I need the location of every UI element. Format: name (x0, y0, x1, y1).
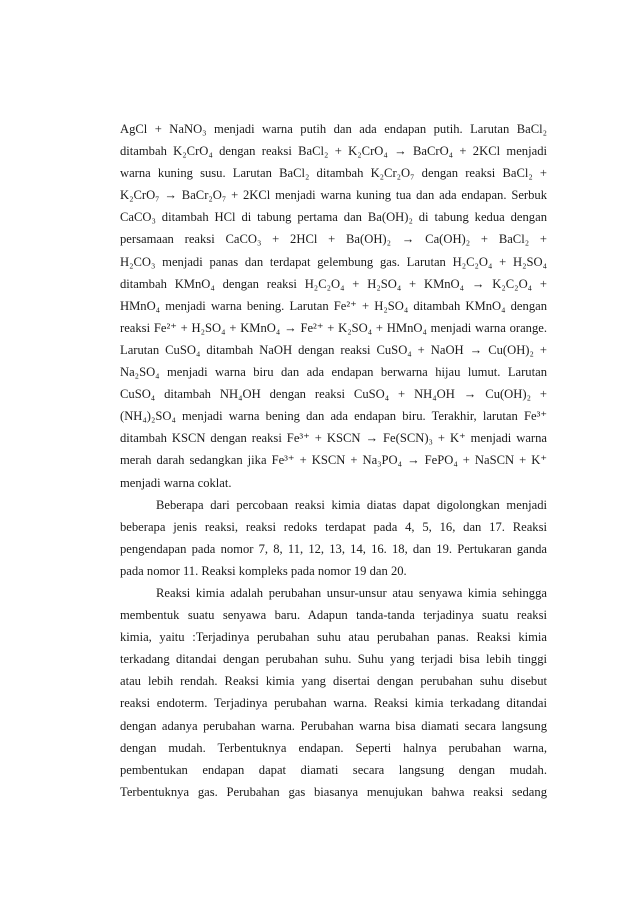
text-line: ditambah K₂CrO₄ dengan reaksi BaCl₂ + K₂CrO₄ → BaCrO₄ + 2KCl menjadi (120, 144, 547, 159)
text-line: Reaksi kimia adalah perubahan unsur-unsur atau senyawa kimia sehingga (156, 585, 547, 600)
text-line: terkadang ditandai dengan perubahan suhu. Suhu yang terjadi bisa lebih tinggi (120, 652, 547, 667)
text-line: membentuk suatu senyawa baru. Adapun tanda-tanda terjadinya suatu reaksi (120, 608, 547, 623)
text-line: CuSO₄ ditambah NH₄OH dengan reaksi CuSO₄ + NH₄OH → Cu(OH)₂ + (120, 387, 547, 402)
text-line: atau lebih rendah. Reaksi kimia yang disertai dengan perubahan suhu disebut (120, 674, 547, 689)
text-line: dengan adanya perubahan warna. Perubahan warna bisa diamati secara langsung (120, 718, 547, 733)
text-line: pada nomor 11. Reaksi kompleks pada nomor 19 dan 20. (120, 563, 407, 578)
text-line: beberapa jenis reaksi, reaksi redoks terdapat pada 4, 5, 16, dan 17. Reaksi (120, 519, 547, 534)
text-line: warna kuning susu. Larutan BaCl₂ ditambah K₂Cr₂O₇ dengan reaksi BaCl₂ + (120, 166, 547, 181)
text-line: K₂CrO₇ → BaCr₂O₇ + 2KCl menjadi warna kuning tua dan ada endapan. Serbuk (120, 188, 547, 203)
text-line: (NH₄)₂SO₄ menjadi warna bening dan ada endapan biru. Terakhir, larutan Fe³⁺ (120, 409, 547, 424)
text-line: CaCO₃ ditambah HCl di tabung pertama dan Ba(OH)₂ di tabung kedua dengan (120, 210, 547, 225)
paragraph-2 (120, 494, 547, 582)
text-line: H₂CO₃ menjadi panas dan terdapat gelembung gas. Larutan H₂C₂O₄ + H₂SO₄ (120, 254, 547, 269)
text-line: Beberapa dari percobaan reaksi kimia diatas dapat digolongkan menjadi (156, 497, 547, 512)
text-line: reaksi endoterm. Terjadinya perubahan warna. Reaksi kimia terkadang ditandai (120, 696, 547, 711)
text-line: persamaan reaksi CaCO₃ + 2HCl + Ba(OH)₂ → Ca(OH)₂ + BaCl₂ + (120, 232, 547, 247)
text-line: dengan mudah. Terbentuknya endapan. Seperti halnya perubahan warna, (120, 740, 547, 755)
text-line: ditambah KMnO₄ dengan reaksi H₂C₂O₄ + H₂SO₄ + KMnO₄ → K₂C₂O₄ + (120, 276, 547, 291)
text-line: merah darah sedangkan jika Fe³⁺ + KSCN + Na₃PO₄ → FePO₄ + NaSCN + K⁺ (120, 453, 547, 468)
text-line: AgCl + NaNO₃ menjadi warna putih dan ada endapan putih. Larutan BaCl₂ (120, 122, 547, 136)
body-text (120, 118, 547, 803)
text-line: ditambah KSCN dengan reaksi Fe³⁺ + KSCN → Fe(SCN)₃ + K⁺ menjadi warna (120, 431, 547, 446)
text-line: menjadi warna coklat. (120, 475, 232, 490)
text-line: Terbentuknya gas. Perubahan gas biasanya menujukan bahwa reaksi sedang (120, 784, 547, 799)
text-line: Larutan CuSO₄ ditambah NaOH dengan reaksi CuSO₄ + NaOH → Cu(OH)₂ + (120, 342, 547, 357)
paragraph-1 (120, 118, 547, 494)
text-line: pembentukan endapan dapat diamati secara langsung dengan mudah. (120, 762, 547, 777)
text-line: Na₂SO₄ menjadi warna biru dan ada endapan berwarna hijau lumut. Larutan (120, 365, 547, 380)
text-line: pengendapan pada nomor 7, 8, 11, 12, 13, 14, 16. 18, dan 19. Pertukaran ganda (120, 541, 547, 556)
text-line: reaksi Fe²⁺ + H₂SO₄ + KMnO₄ → Fe²⁺ + K₂SO₄ + HMnO₄ menjadi warna orange. (120, 320, 547, 335)
paragraph-3 (120, 582, 547, 803)
text-line: HMnO₄ menjadi warna bening. Larutan Fe²⁺ + H₂SO₄ ditambah KMnO₄ dengan (120, 298, 547, 313)
text-line: kimia, yaitu :Terjadinya perubahan suhu atau perubahan panas. Reaksi kimia (120, 630, 547, 645)
